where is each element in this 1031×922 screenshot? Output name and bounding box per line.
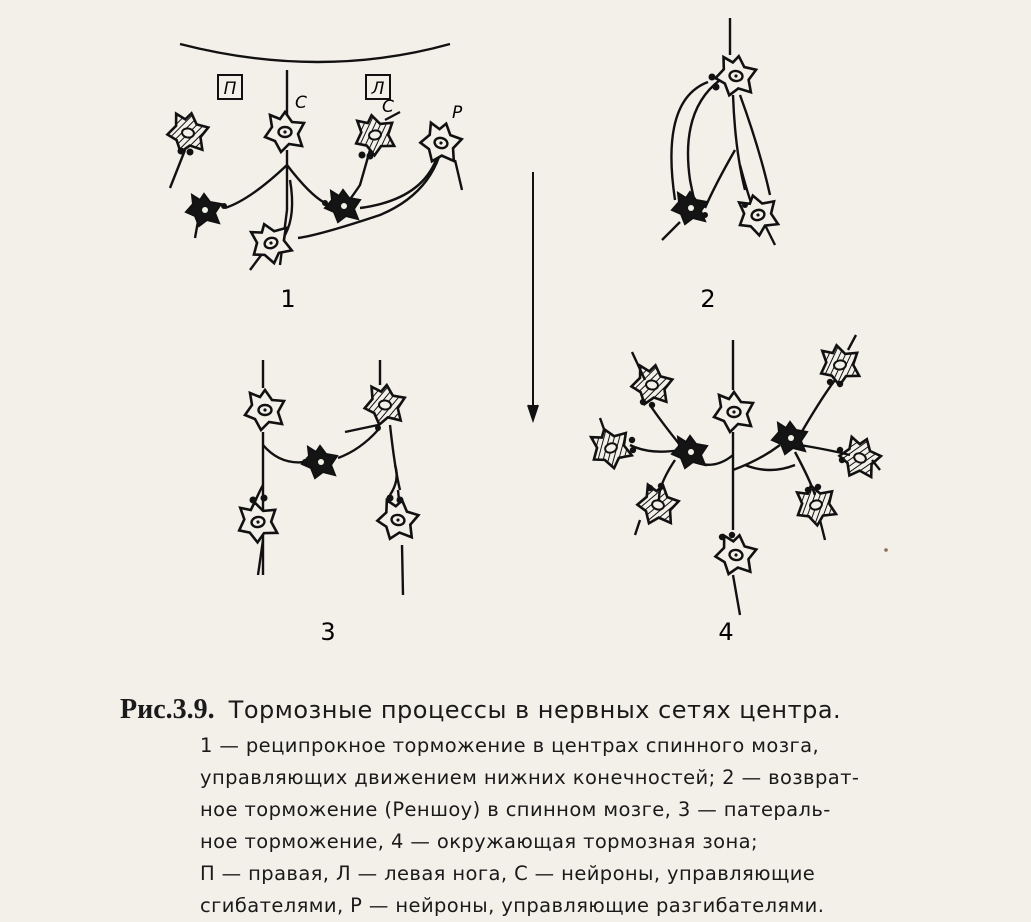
caption-line: сгибателями, Р — нейроны, управляющие разгибателями.	[200, 894, 825, 917]
flexor-label-left: С	[295, 93, 307, 113]
caption-line: ное торможение, 4 — окружающая тормозная зона;	[200, 830, 758, 853]
caption-title	[120, 694, 841, 726]
panel-4-number: 4	[718, 618, 734, 646]
panel-2-number: 2	[700, 285, 716, 313]
flexor-label-right: С	[382, 97, 394, 117]
figure-title: Тормозные процессы в нервных сетях центра.	[228, 696, 842, 724]
right-leg-label: П	[223, 79, 237, 99]
panel-2-neurons	[672, 53, 782, 313]
caption-body	[200, 730, 990, 922]
separator-arrow	[528, 172, 538, 420]
left-leg-label: Л	[371, 79, 385, 99]
spinal-cord-outline	[180, 44, 450, 62]
caption-line: 1 — реципрокное торможение в центрах спинного мозга,	[200, 734, 820, 757]
caption-line: П — правая, Л — левая нога, С — нейроны, управляющие	[200, 862, 816, 885]
panel-3-number: 3	[320, 618, 336, 646]
extensor-label: Р	[452, 103, 463, 123]
caption-line: управляющих движением нижних конечностей; 2 — возврат-	[200, 766, 860, 789]
caption-line: ное торможение (Реншоу) в спинном мозге, 3 — патераль-	[200, 798, 831, 821]
figure-number: Рис.3.9.	[120, 694, 215, 725]
panel-1	[170, 44, 462, 270]
panel-1-number: 1	[280, 285, 296, 313]
panel-3-neurons	[235, 383, 421, 646]
